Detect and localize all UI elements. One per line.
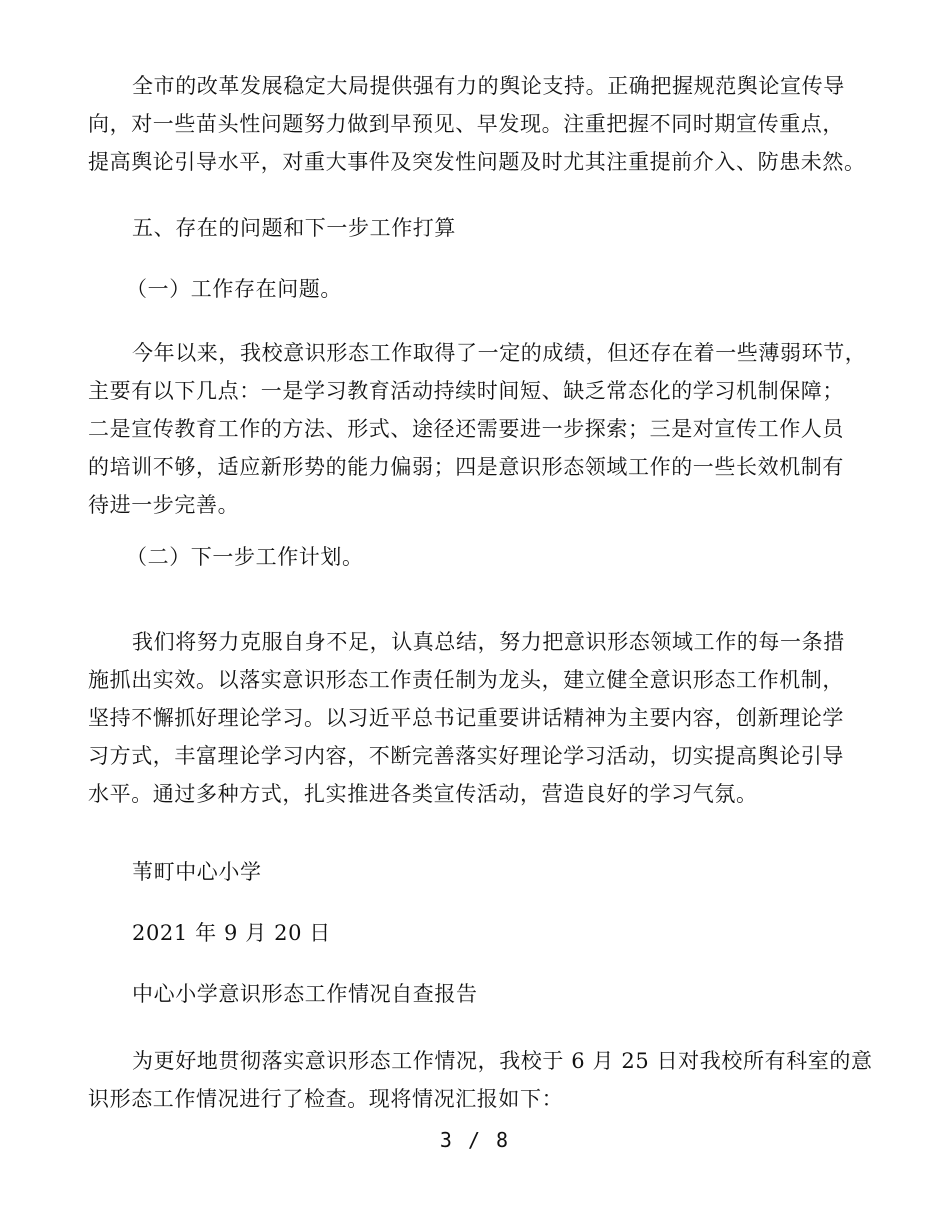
heading-text: 五、存在的问题和下一步工作打算 <box>132 216 456 240</box>
text-line: 二是宣传教育工作的方法、形式、途径还需要进一步探索；三是对宣传工作人员 <box>88 417 844 441</box>
school-name: 苇町中心小学 <box>132 860 262 884</box>
text-line: 的培训不够，适应新形势的能力偏弱；四是意识形态领域工作的一些长效机制有 <box>88 455 844 479</box>
section-heading <box>88 209 878 247</box>
signature-date <box>88 914 878 952</box>
date-text: 2021 年 9 月 20 日 <box>132 921 331 945</box>
text-line: 水平。通过多种方式，扎实推进各类宣传活动，营造良好的学习气氛。 <box>88 782 758 806</box>
text-line: 待进一步完善。 <box>88 493 240 517</box>
text-line: 今年以来，我校意识形态工作取得了一定的成绩，但还存在着一些薄弱环节， <box>132 341 867 365</box>
paragraph-problems <box>88 334 878 524</box>
text-line: 全市的改革发展稳定大局提供强有力的舆论支持。正确把握规范舆论宣传导 <box>132 74 845 98</box>
report-title-text: 中心小学意识形态工作情况自查报告 <box>132 982 478 1006</box>
subheading-text: （一）工作存在问题。 <box>126 277 342 301</box>
paragraph-continuation <box>88 67 878 181</box>
page-number: 3 / 8 <box>439 1128 511 1152</box>
school-signature <box>88 853 878 891</box>
report-title <box>88 975 878 1013</box>
text-line: 施抓出实效。以落实意识形态工作责任制为龙头，建立健全意识形态工作机制， <box>88 668 844 692</box>
text-line: 习方式，丰富理论学习内容，不断完善落实好理论学习活动，切实提高舆论引导 <box>88 744 844 768</box>
text-line: 我们将努力克服自身不足，认真总结，努力把意识形态领域工作的每一条措 <box>132 630 845 654</box>
text-line: 为更好地贯彻落实意识形态工作情况，我校于 6 月 25 日对我校所有科室的意 <box>132 1049 873 1073</box>
subheading-plan <box>88 538 878 576</box>
text-line: 坚持不懈抓好理论学习。以习近平总书记重要讲话精神为主要内容，创新理论学 <box>88 706 844 730</box>
subheading-problems <box>88 270 878 308</box>
text-line: 向，对一些苗头性问题努力做到早预见、早发现。注重把握不同时期宣传重点， <box>88 112 844 136</box>
text-line: 提高舆论引导水平，对重大事件及突发性问题及时尤其注重提前介入、防患未然。 <box>88 150 866 174</box>
text-line: 识形态工作情况进行了检查。现将情况汇报如下： <box>88 1087 564 1111</box>
paragraph-intro <box>88 1042 878 1118</box>
text-line: 主要有以下几点：一是学习教育活动持续时间短、缺乏常态化的学习机制保障； <box>88 379 844 403</box>
subheading-text: （二）下一步工作计划。 <box>126 545 364 569</box>
paragraph-plan <box>88 623 878 813</box>
